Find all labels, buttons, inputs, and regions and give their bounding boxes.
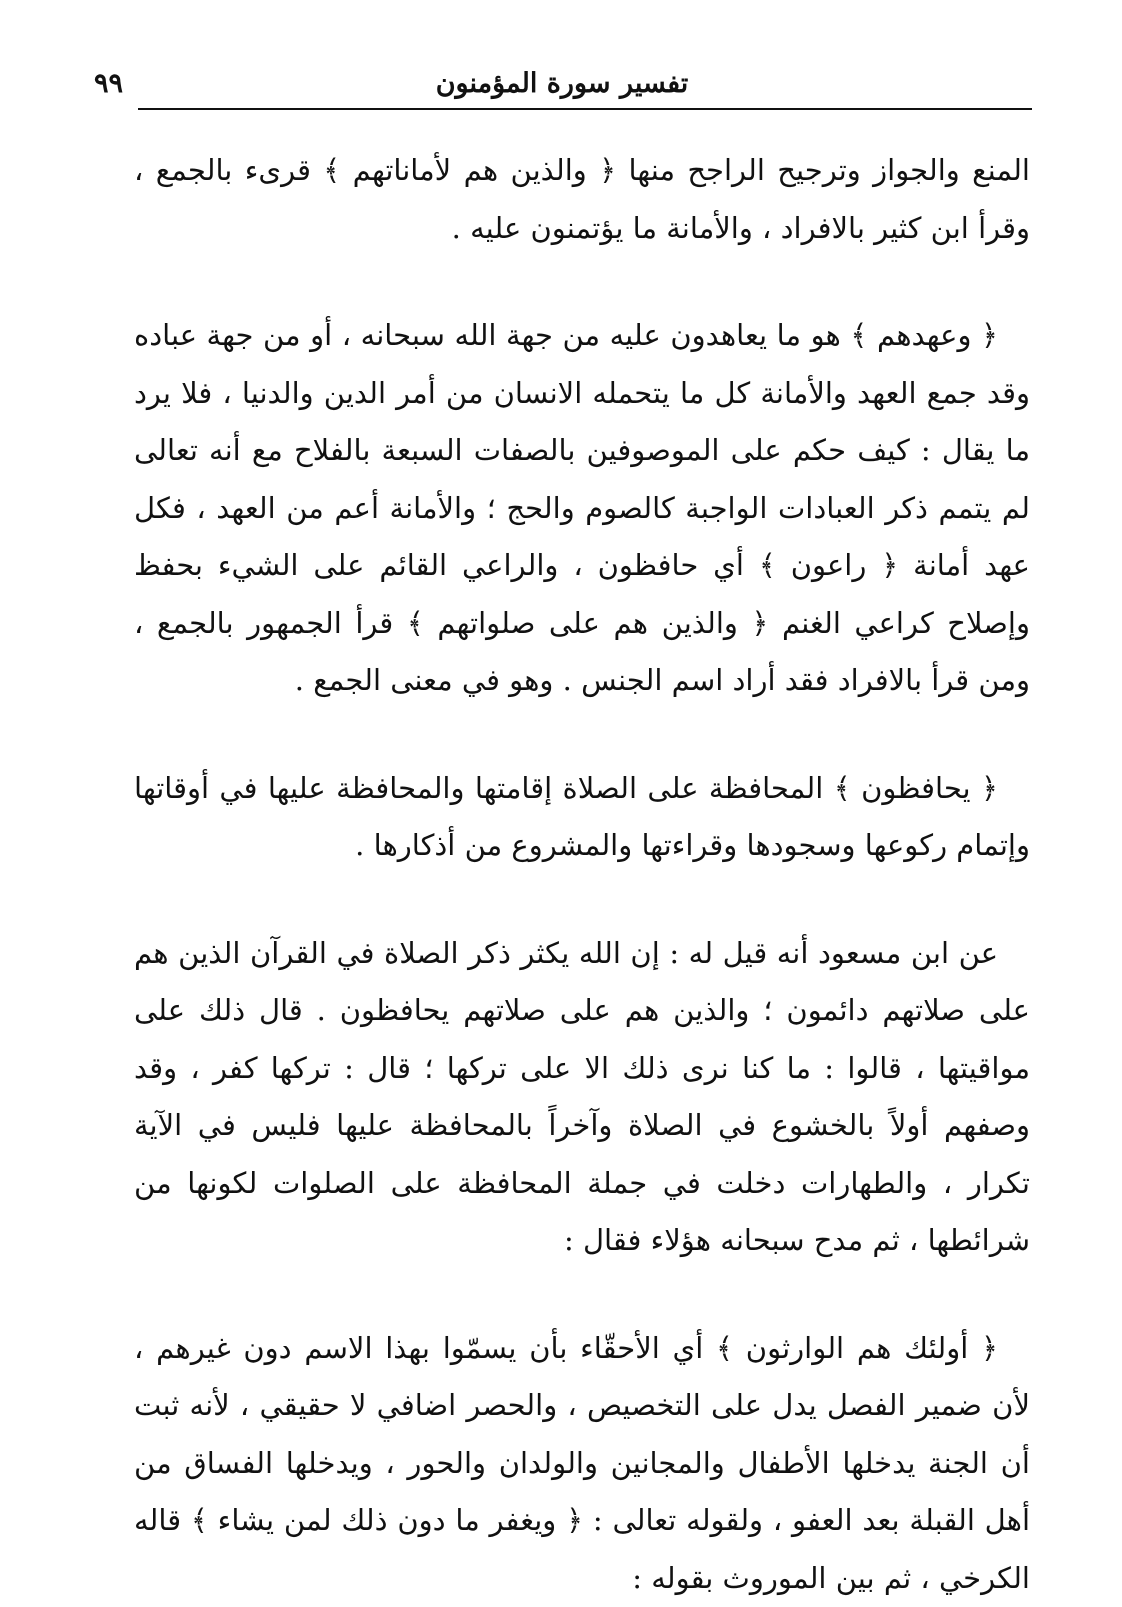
- paragraph-1: المنع والجواز وترجيح الراجح منها ﴿ والذين هم لأماناتهم ﴾ قرىء بالجمع ، وقرأ ابن كثير بالافراد ، والأمانة ما يؤتمنون عليه .: [134, 142, 1030, 257]
- page-number: ٩٩: [94, 68, 123, 99]
- paragraph-3: ﴿ يحافظون ﴾ المحافظة على الصلاة إقامتها والمحافظة عليها في أوقاتها وإتمام ركوعها وسجودها وقراءتها والمشروع من أذكارها .: [134, 760, 1030, 875]
- header-divider: [138, 108, 1032, 110]
- running-header: [94, 64, 1030, 106]
- page-body: [134, 142, 1030, 1607]
- paragraph-5: ﴿ أولئك هم الوارثون ﴾ أي الأحقّاء بأن يسمّوا بهذا الاسم دون غيرهم ، لأن ضمير الفصل يدل على التخصيص ، والحصر اضافي لا حقيقي ، لأنه ثبت أن الجنة يدخلها الأطفال والمجانين والولدان والحور ، ويدخلها الفساق من أهل القبلة بعد العفو ، ولقوله تعالى : ﴿ ويغفر ما دون ذلك لمن يشاء ﴾ قاله الكرخي ، ثم بين الموروث بقوله :: [134, 1320, 1030, 1607]
- paragraph-2: ﴿ وعهدهم ﴾ هو ما يعاهدون عليه من جهة الله سبحانه ، أو من جهة عباده وقد جمع العهد والأمانة كل ما يتحمله الانسان من أمر الدين والدنيا ، فلا يرد ما يقال : كيف حكم على الموصوفين بالصفات السبعة بالفلاح مع أنه تعالى لم يتمم ذكر العبادات الواجبة كالصوم والحج ؛ والأمانة أعم من العهد ، فكل عهد أمانة ﴿ راعون ﴾ أي حافظون ، والراعي القائم على الشيء بحفظ وإصلاح كراعي الغنم ﴿ والذين هم على صلواتهم ﴾ قرأ الجمهور بالجمع ، ومن قرأ بالافراد فقد أراد اسم الجنس . وهو في معنى الجمع .: [134, 307, 1030, 710]
- header-title: تفسير سورة المؤمنون: [94, 68, 1030, 99]
- paragraph-4: عن ابن مسعود أنه قيل له : إن الله يكثر ذكر الصلاة في القرآن الذين هم على صلاتهم دائمون ؛ والذين هم على صلاتهم يحافظون . قال ذلك على مواقيتها ، قالوا : ما كنا نرى ذلك الا على تركها ؛ قال : تركها كفر ، وقد وصفهم أولاً بالخشوع في الصلاة وآخراً بالمحافظة عليها فليس في الآية تكرار ، والطهارات دخلت في جملة المحافظة على الصلوات لكونها من شرائطها ، ثم مدح سبحانه هؤلاء فقال :: [134, 925, 1030, 1270]
